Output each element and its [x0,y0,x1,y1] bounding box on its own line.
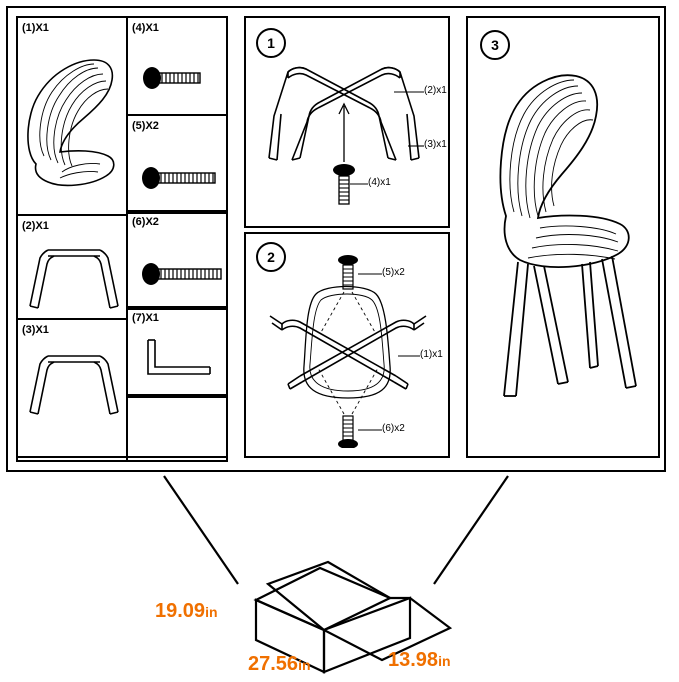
step-3-number: 3 [480,30,510,60]
step-2-bottom-bolt [338,416,358,448]
step-1-diagram [248,50,448,225]
allen-wrench-icon [138,334,222,384]
step-1-panel [244,16,450,228]
step-2-top-bolt [338,255,358,289]
part-label-2: (2)X1 [22,220,49,232]
part-label-4: (4)X1 [132,22,159,34]
dimension-height: 19.09in [155,600,218,622]
step-2-callout-6: (6)x2 [382,423,405,434]
part-label-1: (1)X1 [22,22,49,34]
short-bolt-icon [140,60,230,96]
step-2-callout-1: (1)x1 [420,349,443,360]
package-diagram [60,472,620,682]
leg-frame-front-icon [24,240,124,316]
step-1-callout-4: (4)x1 [368,177,391,188]
step-1-callout-3: (3)x1 [424,139,447,150]
part-cell-6 [126,210,228,310]
step-3-finished-chair [470,66,656,446]
step-1-callout-2: (2)x1 [424,85,447,96]
part-cell-4 [126,16,228,116]
instruction-sheet [6,6,666,472]
part-cell-blank [126,394,228,462]
part-label-3: (3)X1 [22,324,49,336]
leg-frame-rear-icon [24,346,124,422]
chair-seat-shell-icon [18,44,126,204]
step-2-diagram [248,248,448,448]
long-bolt-icon [140,256,232,292]
part-cell-2 [16,214,128,320]
step-2-panel [244,232,450,458]
part-cell-5 [126,114,228,214]
parts-panel [16,16,228,458]
step-1-number: 1 [256,28,286,58]
part-cell-1 [16,16,128,216]
part-label-7: (7)X1 [132,312,159,324]
step-3-panel [466,16,660,458]
step-2-callout-5: (5)x2 [382,267,405,278]
step-2-number: 2 [256,242,286,272]
part-label-6: (6)X2 [132,216,159,228]
part-label-5: (5)X2 [132,120,159,132]
part-cell-7 [126,306,228,398]
part-cell-3 [16,318,128,462]
dimension-width: 13.98in [388,649,451,671]
medium-bolt-icon [140,160,232,196]
dimension-length: 27.56in [248,653,311,675]
